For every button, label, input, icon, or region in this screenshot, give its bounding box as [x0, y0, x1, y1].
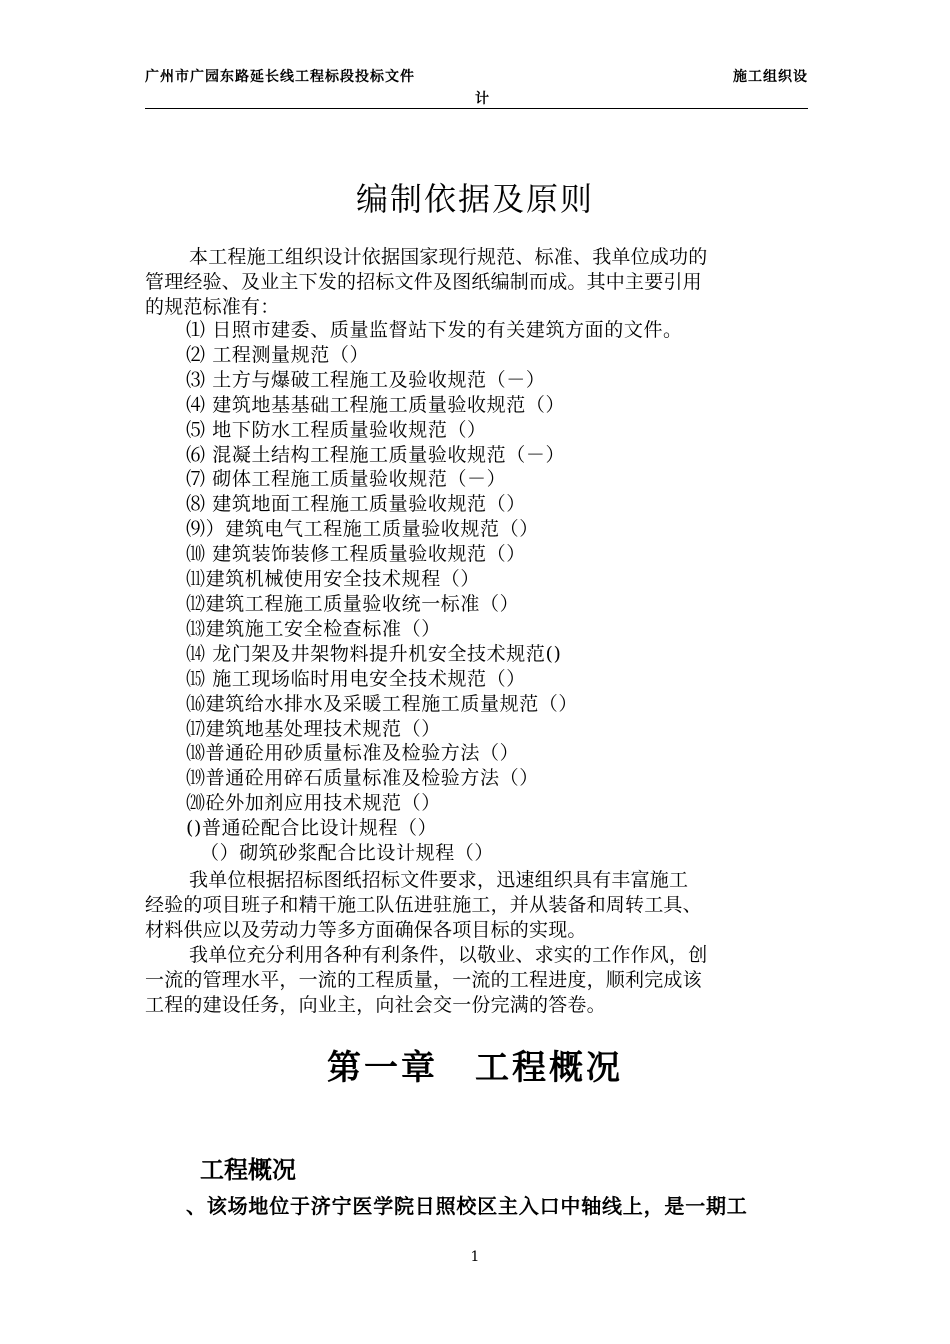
project-description-text: 、该场地位于济宁医学院日照校区主入口中轴线上，是一期工 [186, 1194, 748, 1218]
section-heading: 工程概况 [200, 1155, 296, 1184]
reference-item: （）砌筑砂浆配合比设计规程（） [200, 842, 495, 865]
execution-line-1: 我单位根据招标图纸招标文件要求，迅速组织具有丰富施工 [189, 869, 689, 891]
execution-paragraph [145, 868, 810, 943]
reference-item: ⒅普通砼用砂质量标准及检验方法（） [186, 742, 520, 765]
page-title: 编制依据及原则 [355, 180, 594, 218]
execution-line-3: 材料供应以及劳动力等多方面确保各项目标的实现。 [145, 919, 587, 941]
reference-item: ⒄建筑地基处理技术规范（） [186, 717, 441, 740]
reference-item: ()普通砼配合比设计规程（） [186, 817, 438, 840]
reference-item: ⑵ 工程测量规范（） [186, 343, 370, 366]
reference-list [186, 318, 683, 866]
header-rule [145, 108, 808, 109]
commitment-line-3: 工程的建设任务，向业主，向社会交一份完满的答卷。 [145, 994, 606, 1016]
chapter-heading: 第一章 工程概况 [327, 1048, 623, 1088]
commitment-line-1: 我单位充分利用各种有利条件，以敬业、求实的工作作风，创 [189, 944, 708, 966]
reference-item: ⑼）建筑电气工程施工质量验收规范（） [186, 518, 539, 541]
commitment-line-2: 一流的管理水平，一流的工程质量，一流的工程进度，顺利完成该 [145, 969, 702, 991]
reference-item: ⒀建筑施工安全检查标准（） [186, 617, 441, 640]
page-number: 1 [470, 1249, 480, 1265]
reference-item: ⒁ 龙门架及井架物料提升机安全技术规范() [186, 642, 562, 665]
reference-item: ⑽ 建筑装饰装修工程质量验收规范（） [186, 543, 526, 566]
reference-item: ⑴ 日照市建委、质量监督站下发的有关建筑方面的文件。 [186, 319, 683, 341]
intro-paragraph [145, 245, 810, 320]
reference-item: ⑺ 砌体工程施工质量验收规范（－） [186, 468, 507, 491]
reference-item: ⑻ 建筑地面工程施工质量验收规范（） [186, 493, 526, 516]
reference-item: ⑹ 混凝土结构工程施工质量验收规范（－） [186, 443, 566, 466]
reference-item: ⑾建筑机械使用安全技术规程（） [186, 568, 481, 591]
header-right-text: 施工组织设 [733, 69, 808, 85]
intro-line-2: 管理经验、及业主下发的招标文件及图纸编制而成。其中主要引用 [145, 271, 702, 293]
intro-line-1: 本工程施工组织设计依据国家现行规范、标准、我单位成功的 [189, 246, 708, 268]
intro-line-3: 的规范标准有： [145, 296, 280, 318]
reference-item: ⒇砼外加剂应用技术规范（） [186, 792, 441, 815]
header-wrapped-text: 计 [475, 91, 490, 107]
execution-line-2: 经验的项目班子和精干施工队伍进驻施工，并从装备和周转工具、 [145, 894, 702, 916]
reference-item: ⒂ 施工现场临时用电安全技术规范（） [186, 667, 526, 690]
reference-item: ⑸ 地下防水工程质量验收规范（） [186, 418, 487, 441]
reference-item: ⑿建筑工程施工质量验收统一标准（） [186, 592, 520, 615]
header-left-text: 广州市广园东路延长线工程标段投标文件 [145, 69, 415, 85]
reference-item: ⑶ 土方与爆破工程施工及验收规范（－） [186, 368, 546, 391]
reference-item: ⒃建筑给水排水及采暖工程施工质量规范（） [186, 692, 579, 715]
reference-item: ⑷ 建筑地基基础工程施工质量验收规范（） [186, 393, 566, 416]
reference-item: ⒆普通砼用碎石质量标准及检验方法（） [186, 767, 539, 790]
commitment-paragraph [145, 943, 810, 1018]
